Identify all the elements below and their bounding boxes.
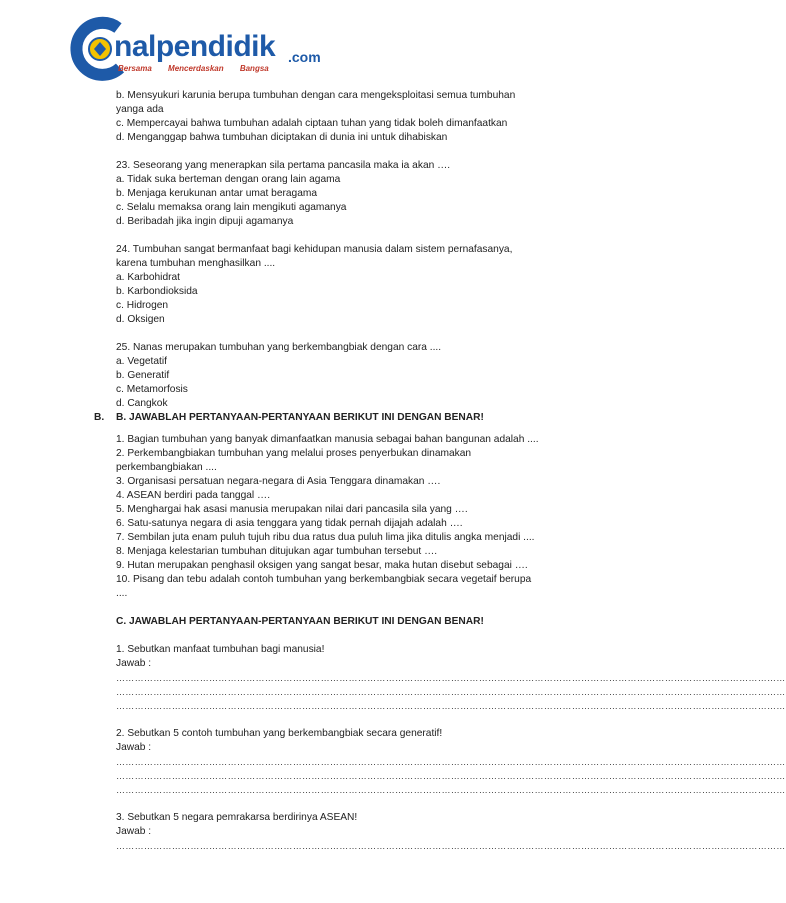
question-text: karena tumbuhan menghasilkan .... [116,258,276,269]
essay-question-3 [116,811,786,853]
question-text: 9. Hutan merupakan penghasil oksigen yang sangat besar, maka hutan disebut sebagai …. [116,560,528,571]
option-line: c. Metamorfosis [116,384,188,395]
question-24 [116,243,562,327]
question-text: 7. Sembilan juta enam puluh tujuh ribu dua ratus dua puluh lima jika ditulis angka menjadi .... [116,532,535,543]
section-b-marker: B. [94,412,105,423]
section-b-questions [116,433,562,601]
option-line: c. Mempercayai bahwa tumbuhan adalah ciptaan tuhan yang tidak boleh dimanfaatkan [116,118,508,129]
answer-line: ……………………………………………………………………………………………………………………………………………………………………………………………… [116,785,786,795]
option-line: b. Karbondioksida [116,286,198,297]
section-c-heading: C. JAWABLAH PERTANYAAN-PERTANYAAN BERIKUT INI DENGAN BENAR! [116,616,484,627]
question-text: 10. Pisang dan tebu adalah contoh tumbuhan yang berkembangbiak secara vegetaif berupa [116,574,532,585]
question-text: 2. Sebutkan 5 contoh tumbuhan yang berkembangbiak secara generatif! [116,728,443,739]
question-text: 23. Seseorang yang menerapkan sila pertama pancasila maka ia akan …. [116,160,451,171]
question-text: 8. Menjaga kelestarian tumbuhan ditujukan agar tumbuhan tersebut …. [116,546,438,557]
question-text: 1. Bagian tumbuhan yang banyak dimanfaatkan manusia sebagai bahan bangunan adalah .... [116,434,539,445]
option-line: c. Hidrogen [116,300,169,311]
option-line: a. Vegetatif [116,356,167,367]
question-text: 3. Organisasi persatuan negara-negara di Asia Tenggara dinamakan …. [116,476,441,487]
answer-line: ……………………………………………………………………………………………………………………………………………………………………………………………… [116,757,786,767]
section-b-title [94,411,562,425]
answer-line: ……………………………………………………………………………………………………………………………………………………………………………………………… [116,771,786,781]
question-text: 6. Satu-satunya negara di asia tenggara yang tidak pernah dijajah adalah …. [116,518,463,529]
option-line: d. Cangkok [116,398,168,409]
worksheet-content [94,89,786,853]
option-line: yanga ada [116,104,164,115]
option-line: b. Menjaga kerukunan antar umat beragama [116,188,318,199]
question-text: 1. Sebutkan manfaat tumbuhan bagi manusia! [116,644,325,655]
answer-label: Jawab : [116,826,152,837]
question-22-options [116,89,562,145]
logo-brand-text: nalpendidik [114,30,276,63]
answer-line: ……………………………………………………………………………………………………………………………………………………………………………………………… [116,841,786,851]
option-line: d. Oksigen [116,314,165,325]
answer-line: ……………………………………………………………………………………………………………………………………………………………………………………………… [116,687,786,697]
question-23 [116,159,562,229]
option-line: c. Selalu memaksa orang lain mengikuti agamanya [116,202,347,213]
option-line: b. Mensyukuri karunia berupa tumbuhan dengan cara mengeksploitasi semua tumbuhan [116,90,516,101]
answer-label: Jawab : [116,658,152,669]
option-line: d. Menganggap bahwa tumbuhan diciptakan di dunia ini untuk dihabiskan [116,132,448,143]
question-text: 2. Perkembangbiakan tumbuhan yang melalui proses penyerbukan dinamakan [116,448,472,459]
question-text: 25. Nanas merupakan tumbuhan yang berkembangbiak dengan cara .... [116,342,442,353]
answer-label: Jawab : [116,742,152,753]
question-text: perkembangbiakan .... [116,462,217,473]
answer-line: ……………………………………………………………………………………………………………………………………………………………………………………………… [116,701,786,711]
site-logo [70,16,330,86]
essay-question-1 [116,643,786,713]
question-text: 4. ASEAN berdiri pada tanggal …. [116,490,271,501]
question-text: 24. Tumbuhan sangat bermanfaat bagi kehidupan manusia dalam sistem pernafasanya, [116,244,513,255]
answer-line: ……………………………………………………………………………………………………………………………………………………………………………………………… [116,673,786,683]
option-line: d. Beribadah jika ingin dipuji agamanya [116,216,294,227]
option-line: b. Generatif [116,370,170,381]
option-line: a. Tidak suka berteman dengan orang lain agama [116,174,341,185]
question-25 [116,341,562,411]
logo-tld-text: .com [288,49,321,65]
option-line: a. Karbohidrat [116,272,180,283]
question-text: 5. Menghargai hak asasi manusia merupakan nilai dari pancasila sila yang …. [116,504,468,515]
essay-question-2 [116,727,786,797]
logo-tagline: Bersama Mencerdaskan Bangsa [118,64,269,73]
section-b-heading: B. JAWABLAH PERTANYAAN-PERTANYAAN BERIKUT INI DENGAN BENAR! [116,412,484,423]
question-text: .... [116,588,128,599]
question-text: 3. Sebutkan 5 negara pemrakarsa berdirinya ASEAN! [116,812,358,823]
